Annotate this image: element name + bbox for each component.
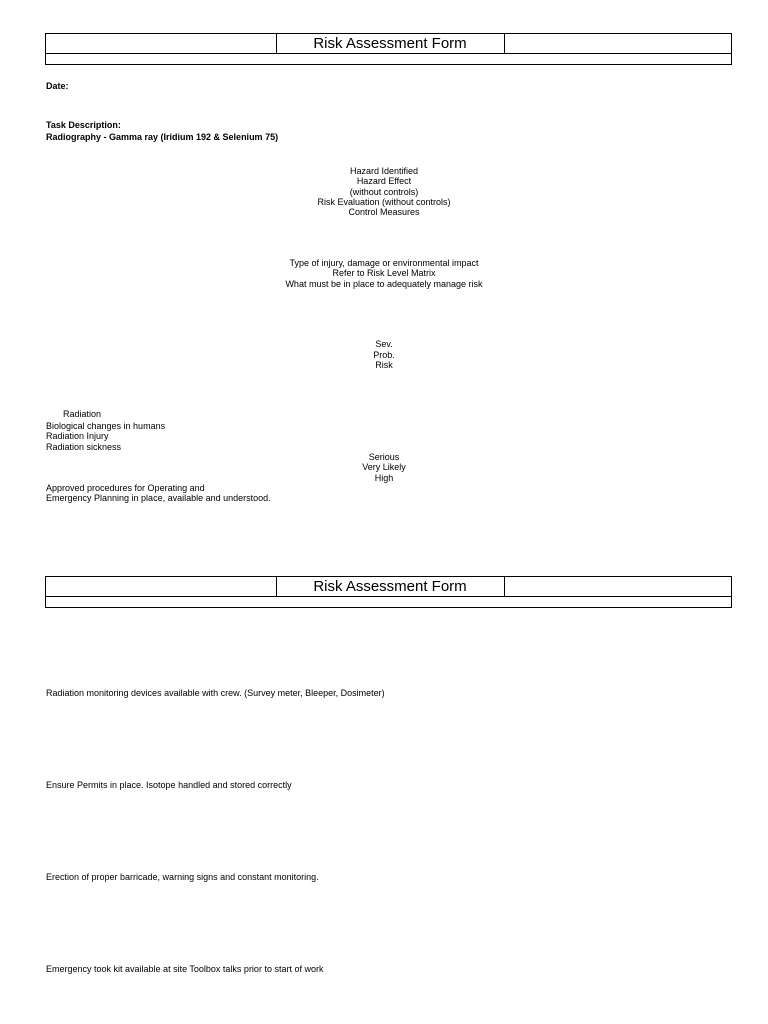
column-header-without-controls: (without controls) xyxy=(349,187,419,197)
column-desc-type-of-injury: Type of injury, damage or environmental impact xyxy=(289,258,479,268)
evaluation-risk-high: High xyxy=(374,473,394,483)
header-cell-left xyxy=(46,577,277,596)
header-row xyxy=(46,577,731,597)
column-header-risk-evaluation: Risk Evaluation (without controls) xyxy=(317,197,451,207)
evaluation-severity-serious: Serious xyxy=(368,452,400,462)
column-header-control-measures: Control Measures xyxy=(348,207,420,217)
column-header-hazard-identified: Hazard Identified xyxy=(349,166,419,176)
form-title: Risk Assessment Form xyxy=(276,577,505,596)
task-description-value: Radiography - Gamma ray (Iridium 192 & Selenium 75) xyxy=(46,132,279,142)
evaluation-probability-very-likely: Very Likely xyxy=(362,462,406,472)
effect-biological-changes: Biological changes in humans xyxy=(46,421,166,431)
hazard-radiation: Radiation xyxy=(63,409,102,419)
effect-radiation-injury: Radiation Injury xyxy=(46,431,109,441)
control-measure-barricade: Erection of proper barricade, warning signs and constant monitoring. xyxy=(46,872,319,882)
column-desc-risk-matrix: Refer to Risk Level Matrix xyxy=(332,268,436,278)
header-cell-left xyxy=(46,34,277,53)
risk-subheader-severity: Sev. xyxy=(375,339,393,349)
control-measure-procedures-line2: Emergency Planning in place, available and understood. xyxy=(46,493,271,503)
risk-subheader-probability: Prob. xyxy=(373,350,395,360)
control-measure-monitoring-devices: Radiation monitoring devices available with crew. (Survey meter, Bleeper, Dosimeter) xyxy=(46,688,385,698)
control-measure-procedures-line1: Approved procedures for Operating and xyxy=(46,483,205,493)
control-measure-permits: Ensure Permits in place. Isotope handled and stored correctly xyxy=(46,780,292,790)
task-description-label: Task Description: xyxy=(46,120,121,130)
header-row xyxy=(46,34,731,54)
form-title: Risk Assessment Form xyxy=(276,34,505,53)
form-header-2 xyxy=(45,576,732,608)
column-desc-manage-risk: What must be in place to adequately manage risk xyxy=(285,279,483,289)
date-label: Date: xyxy=(46,81,69,91)
risk-subheader-risk: Risk xyxy=(375,360,393,370)
control-measure-emergency-kit: Emergency took kit available at site Toolbox talks prior to start of work xyxy=(46,964,324,974)
effect-radiation-sickness: Radiation sickness xyxy=(46,442,122,452)
column-header-hazard-effect: Hazard Effect xyxy=(356,176,412,186)
form-header-1 xyxy=(45,33,732,65)
